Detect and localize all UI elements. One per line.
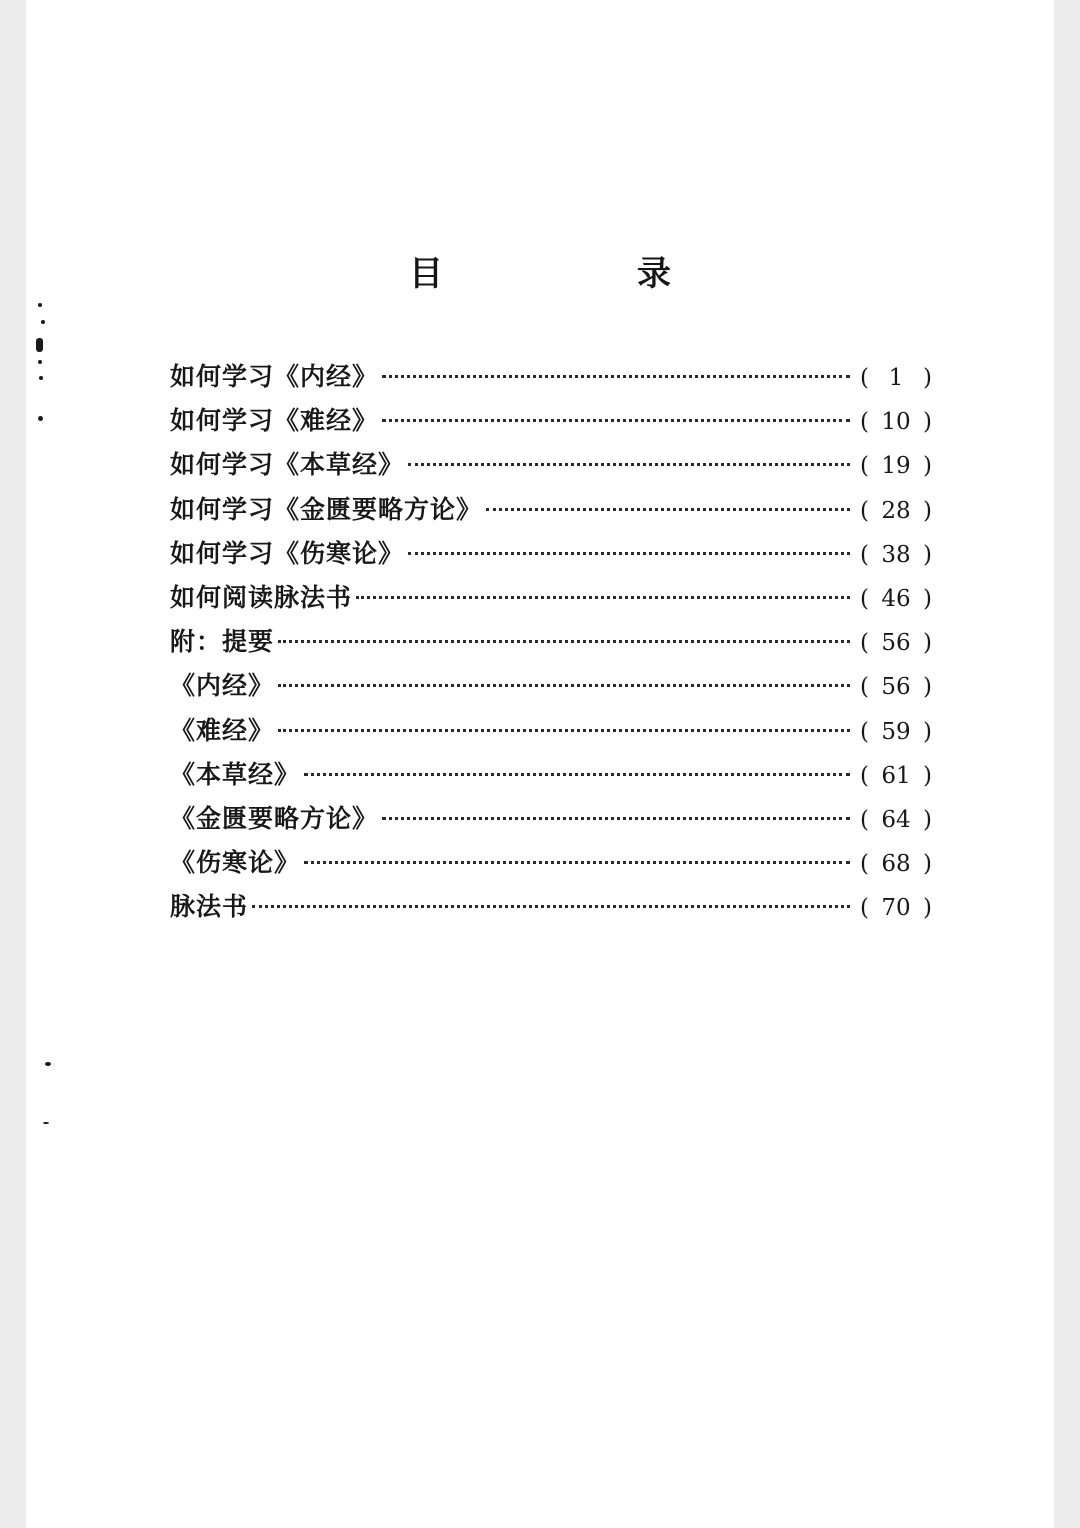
toc-entry-page: ( 64 ) bbox=[860, 798, 932, 842]
toc-entry-title: 如何学习《难经》 bbox=[170, 406, 379, 436]
page-number: 68 bbox=[881, 851, 911, 878]
page-number: 1 bbox=[888, 365, 904, 391]
toc-entry-page: ( 28 ) bbox=[860, 489, 932, 533]
toc-entry[interactable] bbox=[170, 620, 932, 664]
toc-entry-title: 如何学习《内经》 bbox=[170, 362, 379, 391]
toc-entry-title: 如何阅读脉法书 bbox=[170, 582, 353, 612]
dot-leader bbox=[382, 375, 850, 378]
scan-speck bbox=[36, 338, 43, 352]
page-number: 46 bbox=[881, 585, 911, 612]
toc-entry[interactable] bbox=[170, 664, 932, 708]
toc-entry-page: ( 46 ) bbox=[860, 577, 932, 621]
dot-leader bbox=[382, 419, 850, 422]
dot-leader bbox=[356, 596, 850, 599]
toc-entry-page: ( 56 ) bbox=[860, 665, 932, 709]
page-number: 38 bbox=[881, 541, 911, 568]
toc-entry-title: 如何学习《本草经》 bbox=[170, 450, 405, 480]
scan-speck bbox=[45, 1062, 51, 1066]
toc-entry-title: 《本草经》 bbox=[170, 759, 301, 789]
page-number: 59 bbox=[881, 718, 911, 745]
toc-entry-page: ( 56 ) bbox=[860, 621, 932, 665]
toc-entry-page: ( 70 ) bbox=[860, 886, 932, 930]
toc-entry-page: ( 10 ) bbox=[860, 400, 932, 444]
toc-entry-title: 《难经》 bbox=[170, 715, 275, 745]
dot-leader bbox=[278, 640, 850, 643]
toc-entry[interactable] bbox=[170, 355, 932, 399]
toc-entry-page: ( 61 ) bbox=[860, 754, 932, 798]
toc-entry-title: 脉法书 bbox=[170, 892, 249, 922]
page-number: 70 bbox=[881, 895, 911, 922]
scan-speck bbox=[41, 320, 45, 324]
toc-entry[interactable] bbox=[170, 753, 932, 797]
toc-entry-page: ( 19 ) bbox=[860, 444, 932, 488]
toc-entry[interactable] bbox=[170, 399, 932, 443]
toc-entry[interactable] bbox=[170, 443, 932, 487]
toc-entry-title: 《内经》 bbox=[170, 671, 275, 701]
toc-entry-title: 《伤寒论》 bbox=[170, 848, 301, 878]
page-number: 56 bbox=[881, 630, 911, 657]
toc-entry[interactable] bbox=[170, 532, 932, 576]
dot-leader bbox=[486, 508, 850, 511]
toc-entry-title: 附：提要 bbox=[170, 627, 275, 657]
scan-speck bbox=[38, 360, 42, 364]
scan-speck bbox=[43, 1122, 49, 1124]
page-title: 目 录 bbox=[409, 254, 751, 294]
toc-entry[interactable] bbox=[170, 488, 932, 532]
toc-entry[interactable] bbox=[170, 576, 932, 620]
toc-entry[interactable] bbox=[170, 709, 932, 753]
toc-entry-page: ( 68 ) bbox=[860, 842, 932, 886]
dot-leader bbox=[382, 817, 850, 820]
page-number: 19 bbox=[881, 453, 911, 480]
table-of-contents bbox=[170, 355, 932, 929]
toc-entry-title: 《金匮要略方论》 bbox=[170, 803, 379, 833]
page-number: 61 bbox=[881, 762, 911, 789]
toc-entry-title: 如何学习《伤寒论》 bbox=[170, 538, 405, 568]
toc-entry-page: ( 59 ) bbox=[860, 710, 932, 754]
dot-leader bbox=[408, 552, 850, 555]
scan-speck bbox=[39, 376, 43, 380]
page-number: 10 bbox=[881, 409, 911, 436]
scan-speck bbox=[38, 303, 42, 307]
toc-entry[interactable] bbox=[170, 841, 932, 885]
dot-leader bbox=[304, 773, 850, 776]
page-number: 28 bbox=[881, 497, 911, 524]
page-number: 64 bbox=[881, 806, 911, 833]
toc-entry[interactable] bbox=[170, 797, 932, 841]
dot-leader bbox=[278, 729, 850, 732]
dot-leader bbox=[408, 463, 850, 466]
dot-leader bbox=[278, 684, 850, 687]
scan-speck bbox=[38, 416, 43, 421]
toc-entry-page: ( 1 ) bbox=[860, 356, 932, 400]
page-number: 56 bbox=[881, 674, 911, 701]
toc-entry[interactable] bbox=[170, 885, 932, 929]
dot-leader bbox=[304, 861, 850, 864]
toc-entry-title: 如何学习《金匮要略方论》 bbox=[170, 494, 483, 524]
dot-leader bbox=[252, 905, 850, 908]
toc-entry-page: ( 38 ) bbox=[860, 533, 932, 577]
